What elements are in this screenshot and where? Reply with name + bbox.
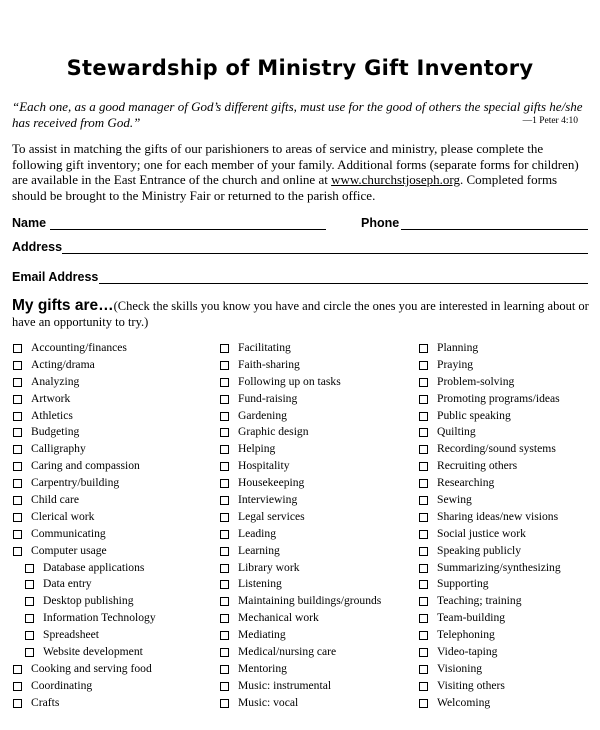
gift-checkbox[interactable] [419,682,428,691]
gift-item[interactable] [13,695,213,712]
gift-checkbox[interactable] [13,378,22,387]
gift-item[interactable] [13,492,213,509]
gift-checkbox[interactable] [13,428,22,437]
gift-label: Social justice work [437,526,526,540]
gift-item[interactable] [419,340,599,357]
gift-checkbox[interactable] [220,361,229,370]
gift-checkbox[interactable] [13,547,22,556]
gift-label: Coordinating [31,678,93,692]
gift-checkbox[interactable] [419,344,428,353]
gift-label: Sewing [437,493,472,507]
page-title: Stewardship of Ministry Gift Inventory [66,56,534,80]
gift-label: Teaching; training [437,594,522,608]
gift-label: Video-taping [437,645,498,659]
gift-item[interactable] [419,357,599,374]
gift-checkbox[interactable] [419,428,428,437]
gift-item[interactable] [419,408,599,425]
gift-item[interactable] [220,357,415,374]
gift-checkbox[interactable] [419,479,428,488]
gift-label: Database applications [43,560,145,574]
gift-item[interactable] [419,374,599,391]
gift-checkbox[interactable] [419,547,428,556]
gift-checkbox[interactable] [25,580,34,589]
name-label: Name [12,216,47,230]
gift-item[interactable] [220,408,415,425]
gift-label: Praying [437,357,474,371]
gift-label: Analyzing [31,374,80,388]
gift-item[interactable] [220,543,415,560]
gift-label: Website development [43,645,143,659]
gift-item[interactable] [419,661,599,678]
gift-item[interactable] [220,526,415,543]
gift-item[interactable] [220,509,415,526]
gift-item[interactable] [13,543,213,560]
gift-label: Hospitality [238,459,290,473]
gift-label: Telephoning [437,628,495,642]
gift-item[interactable] [13,340,213,357]
gift-label: Faith-sharing [238,357,300,371]
phone-label: Phone [361,216,400,230]
gift-checkbox[interactable] [25,564,34,573]
gift-checkbox[interactable] [25,631,34,640]
gift-label: Carpentry/building [31,476,120,490]
gifts-instruction: (Check the skills you know you have and circle the ones you are interested in learning about or have an opportunity to try.) [12,299,589,329]
gift-checkbox[interactable] [419,648,428,657]
gift-label: Sharing ideas/new visions [437,509,559,523]
intro-text-before-link: To assist in matching the gifts of our parishioners to areas of service and ministry, please complete the following gift inventory; one for each member of your family. Additional forms (separate forms for children) are available in the East Entrance of the church and online at [12,141,579,187]
gift-item[interactable] [13,526,213,543]
gift-checkbox[interactable] [13,530,22,539]
gift-checkbox[interactable] [220,378,229,387]
gift-checkbox[interactable] [419,361,428,370]
gift-checkbox[interactable] [419,597,428,606]
gift-label: Music: instrumental [238,678,332,692]
gift-label: Mentoring [238,661,287,675]
gift-checkbox[interactable] [419,580,428,589]
gift-item[interactable] [419,441,599,458]
gift-column-2 [220,340,415,712]
gift-checkbox[interactable] [13,479,22,488]
gift-checkbox[interactable] [220,648,229,657]
gift-label: Promoting programs/ideas [437,391,560,405]
gift-item[interactable] [13,509,213,526]
parish-website-link[interactable]: www.churchstjoseph.org [331,172,460,187]
gift-item[interactable] [220,424,415,441]
gift-checkbox[interactable] [13,513,22,522]
email-field[interactable] [99,272,588,284]
gift-checkbox[interactable] [220,682,229,691]
gift-checkbox[interactable] [220,547,229,556]
gift-item[interactable] [419,391,599,408]
gift-item[interactable] [220,391,415,408]
gift-checkbox[interactable] [220,597,229,606]
gift-checkbox[interactable] [13,445,22,454]
gift-label: Speaking publicly [437,543,522,557]
gift-item[interactable] [419,458,599,475]
gift-item[interactable] [220,475,415,492]
gift-label: Supporting [437,577,489,591]
gift-item[interactable] [13,441,213,458]
gift-item[interactable] [220,644,415,661]
gift-item[interactable] [13,408,213,425]
scripture-quote: “Each one, as a good manager of God’s different gifts, must use for the good of others the special gifts he/she has received from God.” [12,99,583,130]
address-label: Address [12,240,63,254]
gift-checkbox[interactable] [13,462,22,471]
gift-label: Visiting others [437,678,505,692]
name-field[interactable] [50,218,326,230]
gift-label: Music: vocal [238,695,299,709]
gift-label: Visioning [437,661,483,675]
gift-checkbox[interactable] [220,395,229,404]
gift-label: Helping [238,442,276,456]
gift-label: Medical/nursing care [238,645,337,659]
gift-checkbox[interactable] [220,412,229,421]
gift-item[interactable] [419,560,599,577]
gift-item[interactable] [419,695,599,712]
gift-item[interactable] [13,374,213,391]
gift-label: Leading [238,526,276,540]
gift-item[interactable] [13,576,213,593]
gift-checkbox[interactable] [419,445,428,454]
gift-item[interactable] [220,627,415,644]
gift-label: Mediating [238,628,286,642]
gift-label: Athletics [31,408,73,422]
gift-checkbox[interactable] [13,395,22,404]
phone-field[interactable] [401,218,588,230]
gift-item[interactable] [419,526,599,543]
gift-checkbox[interactable] [25,597,34,606]
gift-label: Facilitating [238,341,291,354]
gift-label: Problem-solving [437,374,515,388]
gift-checkbox[interactable] [419,395,428,404]
gift-item[interactable] [220,374,415,391]
gift-label: Housekeeping [238,476,305,490]
gift-checkbox[interactable] [220,513,229,522]
gift-checkbox[interactable] [220,479,229,488]
gift-label: Mechanical work [238,611,319,625]
gift-checkbox[interactable] [220,665,229,674]
gift-item[interactable] [220,576,415,593]
gifts-heading: My gifts are… [12,297,114,314]
gift-item[interactable] [13,458,213,475]
gift-item[interactable] [13,593,213,610]
gift-checkbox[interactable] [13,412,22,421]
gift-item[interactable] [419,627,599,644]
gift-label: Library work [238,560,300,574]
gift-label: Following up on tasks [238,374,341,388]
gift-label: Calligraphy [31,442,86,456]
gift-checkbox[interactable] [220,496,229,505]
gift-checkbox[interactable] [220,344,229,353]
gift-label: Data entry [43,577,92,591]
gift-item[interactable] [13,560,213,577]
gift-item[interactable] [419,492,599,509]
gift-label: Budgeting [31,425,80,439]
gift-label: Acting/drama [31,357,95,371]
scripture-reference: —1 Peter 4:10 [522,116,578,126]
gift-checkbox[interactable] [220,631,229,640]
gift-item[interactable] [220,695,415,712]
gift-label: Information Technology [43,611,156,625]
gift-checkbox[interactable] [419,496,428,505]
gift-label: Learning [238,543,280,557]
gift-checkbox[interactable] [419,530,428,539]
gift-checkbox[interactable] [419,412,428,421]
gift-item[interactable] [419,644,599,661]
gift-checkbox[interactable] [419,513,428,522]
gift-checkbox[interactable] [220,530,229,539]
gift-label: Listening [238,577,282,591]
gift-item[interactable] [220,610,415,627]
gift-item[interactable] [419,509,599,526]
gift-label: Team-building [437,611,506,625]
intro-text-after-link: . Completed forms should be brought to the Ministry Fair or returned to the parish office. [12,172,558,203]
gift-label: Quilting [437,425,476,439]
gift-item[interactable] [13,678,213,695]
gift-label: Artwork [31,391,71,405]
gift-label: Fund-raising [238,391,298,405]
gift-checkbox[interactable] [13,665,22,674]
gift-checkbox[interactable] [220,428,229,437]
gift-checkbox[interactable] [419,699,428,708]
gift-label: Child care [31,493,79,507]
gift-item[interactable] [419,424,599,441]
gift-item[interactable] [13,391,213,408]
gift-label: Cooking and serving food [31,661,152,675]
gift-label: Recording/sound systems [437,442,556,456]
gift-item[interactable] [220,661,415,678]
gift-checkbox[interactable] [220,614,229,623]
gift-label: Spreadsheet [43,628,100,642]
gift-item[interactable] [220,458,415,475]
gift-item[interactable] [13,475,213,492]
gift-label: Graphic design [238,425,309,439]
intro-paragraph [12,141,594,203]
gift-column-3 [419,340,599,712]
gift-checkbox[interactable] [419,378,428,387]
gift-label: Clerical work [31,509,95,523]
gift-label: Maintaining buildings/grounds [238,594,382,608]
gift-label: Communicating [31,526,106,540]
gift-column-1 [13,340,213,712]
gift-checkbox[interactable] [419,564,428,573]
address-field[interactable] [62,242,588,254]
gift-checkbox[interactable] [419,614,428,623]
gift-checkbox[interactable] [13,344,22,353]
gift-checkbox[interactable] [13,699,22,708]
gift-item[interactable] [220,340,415,357]
gift-checkbox[interactable] [220,462,229,471]
gifts-section-header [12,298,596,330]
gift-item[interactable] [13,644,213,661]
gift-label: Summarizing/synthesizing [437,560,561,574]
gift-item[interactable] [419,593,599,610]
gift-label: Researching [437,476,495,490]
gift-item[interactable] [220,593,415,610]
gift-label: Recruiting others [437,459,518,473]
gift-label: Computer usage [31,543,107,557]
gift-label: Welcoming [437,695,491,709]
gift-checkbox[interactable] [25,648,34,657]
gift-label: Legal services [238,509,305,523]
gift-item[interactable] [419,610,599,627]
gift-label: Interviewing [238,493,298,507]
gift-label: Public speaking [437,408,511,422]
gift-checkbox[interactable] [419,665,428,674]
gift-label: Crafts [31,695,60,709]
gift-checkbox[interactable] [220,564,229,573]
gift-checkbox[interactable] [220,445,229,454]
gift-checkbox[interactable] [220,699,229,708]
gift-item[interactable] [419,475,599,492]
gift-checkbox[interactable] [13,361,22,370]
gift-item[interactable] [220,678,415,695]
gift-label: Desktop publishing [43,594,134,608]
email-label: Email Address [12,270,99,284]
gift-item[interactable] [13,627,213,644]
gift-checkbox[interactable] [419,462,428,471]
gift-item[interactable] [419,678,599,695]
gift-item[interactable] [13,610,213,627]
gift-item[interactable] [419,576,599,593]
gift-item[interactable] [220,492,415,509]
gift-checkbox[interactable] [13,496,22,505]
gift-label: Gardening [238,408,287,422]
gift-item[interactable] [220,441,415,458]
gift-item[interactable] [419,543,599,560]
gift-checkbox[interactable] [220,580,229,589]
gift-label: Accounting/finances [31,341,127,354]
gift-label: Planning [437,341,479,354]
gift-item[interactable] [13,424,213,441]
gift-checkbox[interactable] [25,614,34,623]
gift-label: Caring and compassion [31,459,140,473]
gift-item[interactable] [13,661,213,678]
gift-item[interactable] [220,560,415,577]
gift-checkbox[interactable] [13,682,22,691]
gift-checkbox[interactable] [419,631,428,640]
gift-item[interactable] [13,357,213,374]
